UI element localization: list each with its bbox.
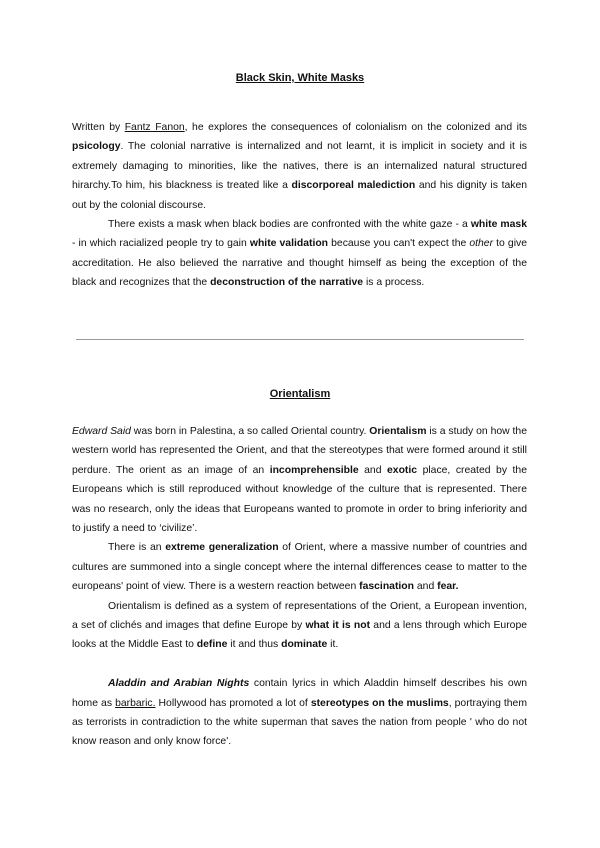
paragraph-white-mask: There exists a mask when black bodies are confronted with the white gaze - a white mask - in which racialized people try to gain white validation because you can't expect the other to give accreditation. He also believed the narrative and thought himself as being the exception of the black and recognizes that the deconstruction of the narrative is a process. <box>72 219 527 289</box>
paragraph-aladdin: Aladdin and Arabian Nights contain lyrics in which Aladdin himself describes his own home as barbaric. Hollywood has promoted a lot of stereotypes on the muslims, portraying them as terrorists in contradiction to the white superman that saves the nation from people ' who do not know reason and only know force'. <box>72 678 527 748</box>
author-name: Fantz Fanon <box>124 122 185 133</box>
paragraph-definition: Orientalism is defined as a system of representations of the Orient, a European invention, a set of clichés and images that define Europe by what it is not and a lens through which Europe looks at the Middle East to define it and thus dominate it. <box>72 600 528 651</box>
paragraph-fanon-intro: Written by Fantz Fanon, he explores the consequences of colonialism on the colonized and its psicology. The colonial narrative is internalized and not learnt, it is implicit in society and it is extremely damaging to minorities, like the natives, there is an internalized natural structured hirarchy.To him, his blackness is treated like a discorporeal malediction and his dignity is taken out by the colonial discourse. <box>72 122 528 211</box>
section-orientalism-body <box>72 422 527 752</box>
section-divider <box>76 339 524 340</box>
section-title-black-skin: Black Skin, White Masks <box>235 72 365 84</box>
paragraph-said-intro: Edward Said was born in Palestina, a so called Oriental country. Orientalism is a study on how the western world has represented the Orient, and that the stereotypes that were formed around it still perdure. The orient as an image of an incomprehensible and exotic place, created by the Europeans which is still reproduced without knowledge of the culture that is represented. There was no research, only the ideas that Europeans wanted to promote in order to bring inferiority and to justify a need to ‘civilize’. <box>72 426 527 535</box>
paragraph-generalization: There is an extreme generalization of Orient, where a massive number of countries and cultures are summoned into a single concept where the internal differences cease to matter to the europeans' point of view. There is a western reaction between fascination and fear. <box>72 542 527 593</box>
section-black-skin-body <box>72 118 527 293</box>
section-title-orientalism: Orientalism <box>269 388 331 400</box>
